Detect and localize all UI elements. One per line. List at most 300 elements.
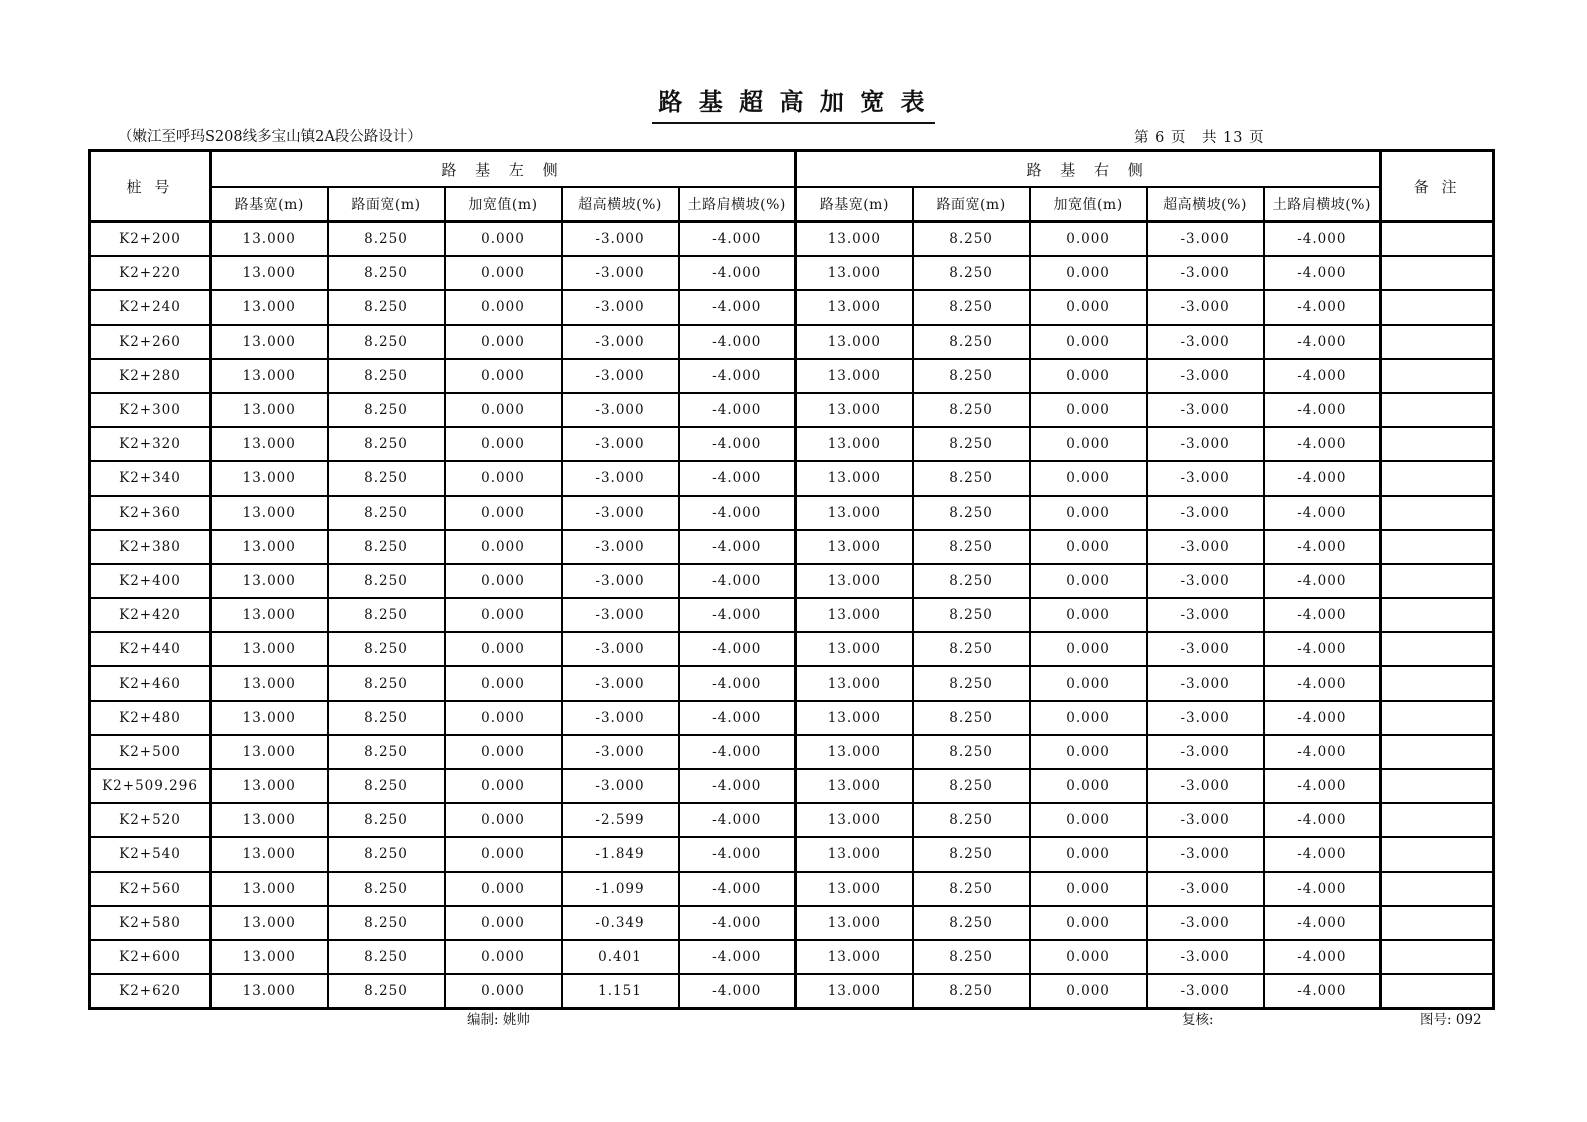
value-cell: 13.000: [796, 769, 913, 803]
value-cell: 0.000: [445, 598, 562, 632]
value-cell: 8.250: [328, 530, 445, 564]
value-cell: 0.000: [1030, 325, 1147, 359]
value-cell: 0.000: [445, 701, 562, 735]
value-cell: 8.250: [328, 906, 445, 940]
value-cell: -3.000: [1147, 393, 1264, 427]
table-row: [90, 666, 1494, 700]
value-cell: 13.000: [796, 598, 913, 632]
table-row: [90, 290, 1494, 324]
value-cell: -4.000: [679, 872, 796, 906]
value-cell: 0.000: [445, 359, 562, 393]
value-cell: -3.000: [562, 632, 679, 666]
table-row: [90, 359, 1494, 393]
value-cell: 0.000: [1030, 290, 1147, 324]
value-cell: 13.000: [796, 735, 913, 769]
value-cell: -4.000: [679, 461, 796, 495]
table-row: [90, 906, 1494, 940]
stake-cell: K2+280: [90, 359, 211, 393]
value-cell: 13.000: [211, 940, 328, 974]
value-cell: 13.000: [796, 359, 913, 393]
value-cell: 13.000: [211, 359, 328, 393]
value-cell: -3.000: [562, 530, 679, 564]
table-row: [90, 393, 1494, 427]
value-cell: 8.250: [328, 803, 445, 837]
value-cell: -4.000: [1264, 872, 1381, 906]
value-cell: 13.000: [796, 940, 913, 974]
value-cell: -4.000: [679, 393, 796, 427]
value-cell: 0.000: [1030, 701, 1147, 735]
value-cell: -3.000: [1147, 906, 1264, 940]
value-cell: -3.000: [1147, 769, 1264, 803]
col-header-right-widening-value: 加宽值(m): [1030, 187, 1147, 222]
value-cell: 8.250: [913, 427, 1030, 461]
value-cell: 8.250: [328, 359, 445, 393]
project-subtitle: （嫩江至呼玛S208线多宝山镇2A段公路设计）: [118, 129, 422, 145]
value-cell: -4.000: [679, 769, 796, 803]
col-header-right-pavement-width: 路面宽(m): [913, 187, 1030, 222]
value-cell: -4.000: [679, 564, 796, 598]
value-cell: 0.000: [445, 735, 562, 769]
remark-cell: [1381, 290, 1494, 324]
value-cell: 0.000: [445, 530, 562, 564]
value-cell: 0.000: [1030, 530, 1147, 564]
value-cell: -4.000: [1264, 974, 1381, 1009]
value-cell: -3.000: [1147, 940, 1264, 974]
value-cell: 13.000: [211, 461, 328, 495]
table-row: [90, 701, 1494, 735]
value-cell: 8.250: [328, 325, 445, 359]
value-cell: 13.000: [211, 256, 328, 290]
value-cell: 0.000: [445, 564, 562, 598]
value-cell: -4.000: [1264, 290, 1381, 324]
value-cell: -3.000: [1147, 598, 1264, 632]
value-cell: -0.349: [562, 906, 679, 940]
value-cell: -3.000: [562, 598, 679, 632]
value-cell: 13.000: [796, 872, 913, 906]
value-cell: 8.250: [913, 872, 1030, 906]
value-cell: -3.000: [562, 735, 679, 769]
value-cell: 13.000: [211, 872, 328, 906]
value-cell: 8.250: [328, 393, 445, 427]
table-row: [90, 496, 1494, 530]
value-cell: -2.599: [562, 803, 679, 837]
value-cell: 0.000: [445, 632, 562, 666]
table-row: [90, 427, 1494, 461]
value-cell: 0.000: [445, 940, 562, 974]
value-cell: -4.000: [1264, 701, 1381, 735]
value-cell: -3.000: [562, 461, 679, 495]
column-header-row: [90, 187, 1494, 222]
value-cell: -3.000: [1147, 461, 1264, 495]
value-cell: 8.250: [328, 290, 445, 324]
col-header-left-pavement-width: 路面宽(m): [328, 187, 445, 222]
table-row: [90, 872, 1494, 906]
value-cell: 0.000: [445, 325, 562, 359]
value-cell: 13.000: [796, 803, 913, 837]
value-cell: -3.000: [1147, 325, 1264, 359]
value-cell: 8.250: [913, 256, 1030, 290]
page-title-text: 路 基 超 高 加 宽 表: [652, 82, 934, 124]
remark-cell: [1381, 974, 1494, 1009]
value-cell: 13.000: [796, 427, 913, 461]
value-cell: -4.000: [679, 598, 796, 632]
value-cell: 8.250: [913, 906, 1030, 940]
value-cell: -3.000: [1147, 872, 1264, 906]
stake-cell: K2+440: [90, 632, 211, 666]
col-header-right-shoulder-slope: 土路肩横坡(%): [1264, 187, 1381, 222]
value-cell: -4.000: [1264, 940, 1381, 974]
value-cell: -4.000: [1264, 393, 1381, 427]
value-cell: 8.250: [328, 769, 445, 803]
value-cell: -4.000: [679, 837, 796, 871]
value-cell: 8.250: [913, 461, 1030, 495]
table-row: [90, 461, 1494, 495]
value-cell: 13.000: [211, 735, 328, 769]
value-cell: 8.250: [328, 632, 445, 666]
value-cell: 13.000: [211, 564, 328, 598]
value-cell: 13.000: [211, 496, 328, 530]
value-cell: 8.250: [328, 427, 445, 461]
stake-cell: K2+560: [90, 872, 211, 906]
superelevation-widening-table: [88, 149, 1495, 1010]
value-cell: 0.000: [445, 837, 562, 871]
remarks-header: 备 注: [1381, 151, 1494, 222]
value-cell: 0.000: [1030, 256, 1147, 290]
value-cell: -4.000: [1264, 735, 1381, 769]
remark-cell: [1381, 461, 1494, 495]
value-cell: -4.000: [679, 735, 796, 769]
value-cell: -4.000: [679, 290, 796, 324]
remark-cell: [1381, 496, 1494, 530]
value-cell: 13.000: [211, 393, 328, 427]
remark-cell: [1381, 769, 1494, 803]
value-cell: -4.000: [679, 256, 796, 290]
value-cell: 0.000: [1030, 427, 1147, 461]
remark-cell: [1381, 837, 1494, 871]
value-cell: -1.849: [562, 837, 679, 871]
stake-cell: K2+420: [90, 598, 211, 632]
value-cell: 13.000: [211, 701, 328, 735]
value-cell: 0.000: [445, 666, 562, 700]
value-cell: 13.000: [211, 803, 328, 837]
value-cell: 8.250: [328, 564, 445, 598]
value-cell: -4.000: [679, 666, 796, 700]
value-cell: 13.000: [796, 564, 913, 598]
value-cell: -4.000: [1264, 906, 1381, 940]
value-cell: 0.000: [1030, 769, 1147, 803]
value-cell: -3.000: [562, 701, 679, 735]
value-cell: 8.250: [913, 632, 1030, 666]
value-cell: -4.000: [679, 222, 796, 257]
value-cell: 0.000: [1030, 461, 1147, 495]
value-cell: 0.000: [445, 290, 562, 324]
value-cell: 8.250: [913, 735, 1030, 769]
value-cell: 8.250: [328, 837, 445, 871]
value-cell: -3.000: [1147, 496, 1264, 530]
value-cell: 8.250: [913, 530, 1030, 564]
table-row: [90, 837, 1494, 871]
group-header-row: [90, 151, 1494, 188]
col-header-left-shoulder-slope: 土路肩横坡(%): [679, 187, 796, 222]
stake-cell: K2+500: [90, 735, 211, 769]
value-cell: 0.000: [445, 256, 562, 290]
value-cell: -4.000: [1264, 461, 1381, 495]
value-cell: -4.000: [679, 974, 796, 1009]
value-cell: -4.000: [679, 701, 796, 735]
col-header-right-superelevation: 超高横坡(%): [1147, 187, 1264, 222]
value-cell: -4.000: [1264, 496, 1381, 530]
value-cell: 13.000: [211, 906, 328, 940]
stake-cell: K2+320: [90, 427, 211, 461]
value-cell: 13.000: [211, 427, 328, 461]
stake-cell: K2+400: [90, 564, 211, 598]
value-cell: 0.000: [445, 393, 562, 427]
value-cell: -4.000: [679, 906, 796, 940]
table-row: [90, 769, 1494, 803]
value-cell: -4.000: [679, 359, 796, 393]
value-cell: 13.000: [211, 222, 328, 257]
value-cell: -3.000: [562, 325, 679, 359]
value-cell: -3.000: [1147, 427, 1264, 461]
value-cell: -3.000: [1147, 530, 1264, 564]
value-cell: 0.000: [1030, 496, 1147, 530]
stake-cell: K2+220: [90, 256, 211, 290]
value-cell: -3.000: [562, 222, 679, 257]
compiled-by-label: 编制: 姚帅: [467, 1012, 530, 1028]
value-cell: 8.250: [913, 974, 1030, 1009]
value-cell: 0.000: [445, 496, 562, 530]
stake-cell: K2+600: [90, 940, 211, 974]
table-row: [90, 564, 1494, 598]
value-cell: -3.000: [562, 256, 679, 290]
table-row: [90, 803, 1494, 837]
value-cell: 13.000: [211, 530, 328, 564]
value-cell: 8.250: [328, 872, 445, 906]
table-row: [90, 735, 1494, 769]
value-cell: 8.250: [913, 803, 1030, 837]
value-cell: 1.151: [562, 974, 679, 1009]
value-cell: -4.000: [679, 496, 796, 530]
value-cell: -3.000: [1147, 359, 1264, 393]
stake-cell: K2+480: [90, 701, 211, 735]
value-cell: 0.000: [445, 427, 562, 461]
value-cell: -3.000: [1147, 701, 1264, 735]
value-cell: 8.250: [913, 325, 1030, 359]
value-cell: 0.000: [1030, 393, 1147, 427]
value-cell: -4.000: [679, 632, 796, 666]
page-title: [0, 82, 1587, 124]
value-cell: 8.250: [328, 974, 445, 1009]
table-row: [90, 598, 1494, 632]
value-cell: 8.250: [913, 837, 1030, 871]
value-cell: -4.000: [1264, 256, 1381, 290]
value-cell: 0.000: [445, 872, 562, 906]
value-cell: -4.000: [1264, 325, 1381, 359]
value-cell: -4.000: [1264, 427, 1381, 461]
remark-cell: [1381, 564, 1494, 598]
drawing-number-label: 图号: 092: [1420, 1012, 1482, 1028]
value-cell: -3.000: [562, 393, 679, 427]
value-cell: 8.250: [913, 359, 1030, 393]
value-cell: -4.000: [1264, 222, 1381, 257]
value-cell: 8.250: [328, 598, 445, 632]
value-cell: 0.000: [1030, 564, 1147, 598]
table-row: [90, 940, 1494, 974]
value-cell: 13.000: [211, 974, 328, 1009]
value-cell: -4.000: [1264, 837, 1381, 871]
value-cell: 8.250: [328, 496, 445, 530]
value-cell: 13.000: [796, 701, 913, 735]
remark-cell: [1381, 735, 1494, 769]
value-cell: -3.000: [1147, 837, 1264, 871]
value-cell: -3.000: [1147, 974, 1264, 1009]
value-cell: -3.000: [1147, 290, 1264, 324]
value-cell: 8.250: [913, 564, 1030, 598]
value-cell: -3.000: [1147, 735, 1264, 769]
stake-cell: K2+520: [90, 803, 211, 837]
table-row: [90, 632, 1494, 666]
value-cell: -3.000: [562, 359, 679, 393]
value-cell: 8.250: [328, 222, 445, 257]
value-cell: 8.250: [328, 461, 445, 495]
value-cell: -3.000: [1147, 564, 1264, 598]
value-cell: 0.000: [1030, 735, 1147, 769]
value-cell: 13.000: [796, 256, 913, 290]
stake-cell: K2+260: [90, 325, 211, 359]
stake-number-header: 桩 号: [90, 151, 211, 222]
value-cell: 13.000: [796, 530, 913, 564]
value-cell: 13.000: [211, 666, 328, 700]
value-cell: -3.000: [1147, 632, 1264, 666]
value-cell: 13.000: [796, 974, 913, 1009]
value-cell: 0.000: [1030, 940, 1147, 974]
table-row: [90, 530, 1494, 564]
value-cell: 8.250: [913, 940, 1030, 974]
stake-cell: K2+240: [90, 290, 211, 324]
left-side-group-header: 路 基 左 侧: [211, 151, 796, 188]
value-cell: -3.000: [562, 427, 679, 461]
stake-cell: K2+460: [90, 666, 211, 700]
value-cell: -4.000: [679, 803, 796, 837]
value-cell: -3.000: [1147, 256, 1264, 290]
value-cell: 13.000: [796, 666, 913, 700]
value-cell: -3.000: [562, 496, 679, 530]
value-cell: -4.000: [679, 940, 796, 974]
value-cell: 8.250: [328, 256, 445, 290]
remark-cell: [1381, 872, 1494, 906]
value-cell: 0.000: [1030, 906, 1147, 940]
value-cell: 8.250: [328, 940, 445, 974]
reviewed-by-label: 复核:: [1182, 1012, 1214, 1028]
value-cell: -4.000: [1264, 530, 1381, 564]
value-cell: 8.250: [913, 769, 1030, 803]
value-cell: 8.250: [328, 701, 445, 735]
value-cell: 8.250: [913, 222, 1030, 257]
stake-cell: K2+540: [90, 837, 211, 871]
value-cell: 8.250: [913, 701, 1030, 735]
value-cell: 13.000: [796, 837, 913, 871]
table-row: [90, 974, 1494, 1009]
value-cell: 8.250: [913, 496, 1030, 530]
value-cell: 0.000: [445, 461, 562, 495]
value-cell: 0.000: [1030, 837, 1147, 871]
value-cell: 13.000: [211, 632, 328, 666]
value-cell: 0.000: [1030, 666, 1147, 700]
remark-cell: [1381, 940, 1494, 974]
value-cell: 0.000: [445, 769, 562, 803]
value-cell: -4.000: [1264, 769, 1381, 803]
value-cell: 13.000: [211, 837, 328, 871]
value-cell: 0.401: [562, 940, 679, 974]
remark-cell: [1381, 256, 1494, 290]
value-cell: 0.000: [445, 222, 562, 257]
remark-cell: [1381, 325, 1494, 359]
value-cell: -3.000: [1147, 666, 1264, 700]
value-cell: -1.099: [562, 872, 679, 906]
value-cell: -3.000: [562, 290, 679, 324]
stake-cell: K2+620: [90, 974, 211, 1009]
value-cell: 13.000: [796, 222, 913, 257]
value-cell: 13.000: [211, 290, 328, 324]
col-header-left-roadbed-width: 路基宽(m): [211, 187, 328, 222]
remark-cell: [1381, 701, 1494, 735]
stake-cell: K2+200: [90, 222, 211, 257]
remark-cell: [1381, 906, 1494, 940]
value-cell: 0.000: [1030, 359, 1147, 393]
col-header-left-superelevation: 超高横坡(%): [562, 187, 679, 222]
value-cell: 13.000: [796, 290, 913, 324]
value-cell: -3.000: [562, 769, 679, 803]
remark-cell: [1381, 803, 1494, 837]
value-cell: 0.000: [445, 906, 562, 940]
value-cell: 13.000: [796, 632, 913, 666]
value-cell: 8.250: [913, 290, 1030, 324]
remark-cell: [1381, 530, 1494, 564]
table-row: [90, 222, 1494, 257]
remark-cell: [1381, 427, 1494, 461]
value-cell: -3.000: [1147, 803, 1264, 837]
value-cell: -4.000: [1264, 598, 1381, 632]
right-side-group-header: 路 基 右 侧: [796, 151, 1381, 188]
table-body: [90, 222, 1494, 1009]
remark-cell: [1381, 222, 1494, 257]
value-cell: 13.000: [796, 393, 913, 427]
value-cell: 8.250: [913, 666, 1030, 700]
value-cell: 13.000: [796, 496, 913, 530]
value-cell: -3.000: [1147, 222, 1264, 257]
value-cell: -4.000: [1264, 564, 1381, 598]
value-cell: 0.000: [1030, 974, 1147, 1009]
stake-cell: K2+300: [90, 393, 211, 427]
stake-cell: K2+360: [90, 496, 211, 530]
value-cell: 8.250: [328, 666, 445, 700]
stake-cell: K2+380: [90, 530, 211, 564]
value-cell: -4.000: [1264, 666, 1381, 700]
stake-cell: K2+340: [90, 461, 211, 495]
stake-cell: K2+580: [90, 906, 211, 940]
value-cell: 13.000: [796, 906, 913, 940]
col-header-right-roadbed-width: 路基宽(m): [796, 187, 913, 222]
value-cell: -4.000: [1264, 803, 1381, 837]
value-cell: -4.000: [679, 427, 796, 461]
remark-cell: [1381, 359, 1494, 393]
remark-cell: [1381, 393, 1494, 427]
value-cell: -3.000: [562, 666, 679, 700]
value-cell: 13.000: [796, 461, 913, 495]
value-cell: 0.000: [1030, 598, 1147, 632]
value-cell: 0.000: [1030, 872, 1147, 906]
remark-cell: [1381, 666, 1494, 700]
